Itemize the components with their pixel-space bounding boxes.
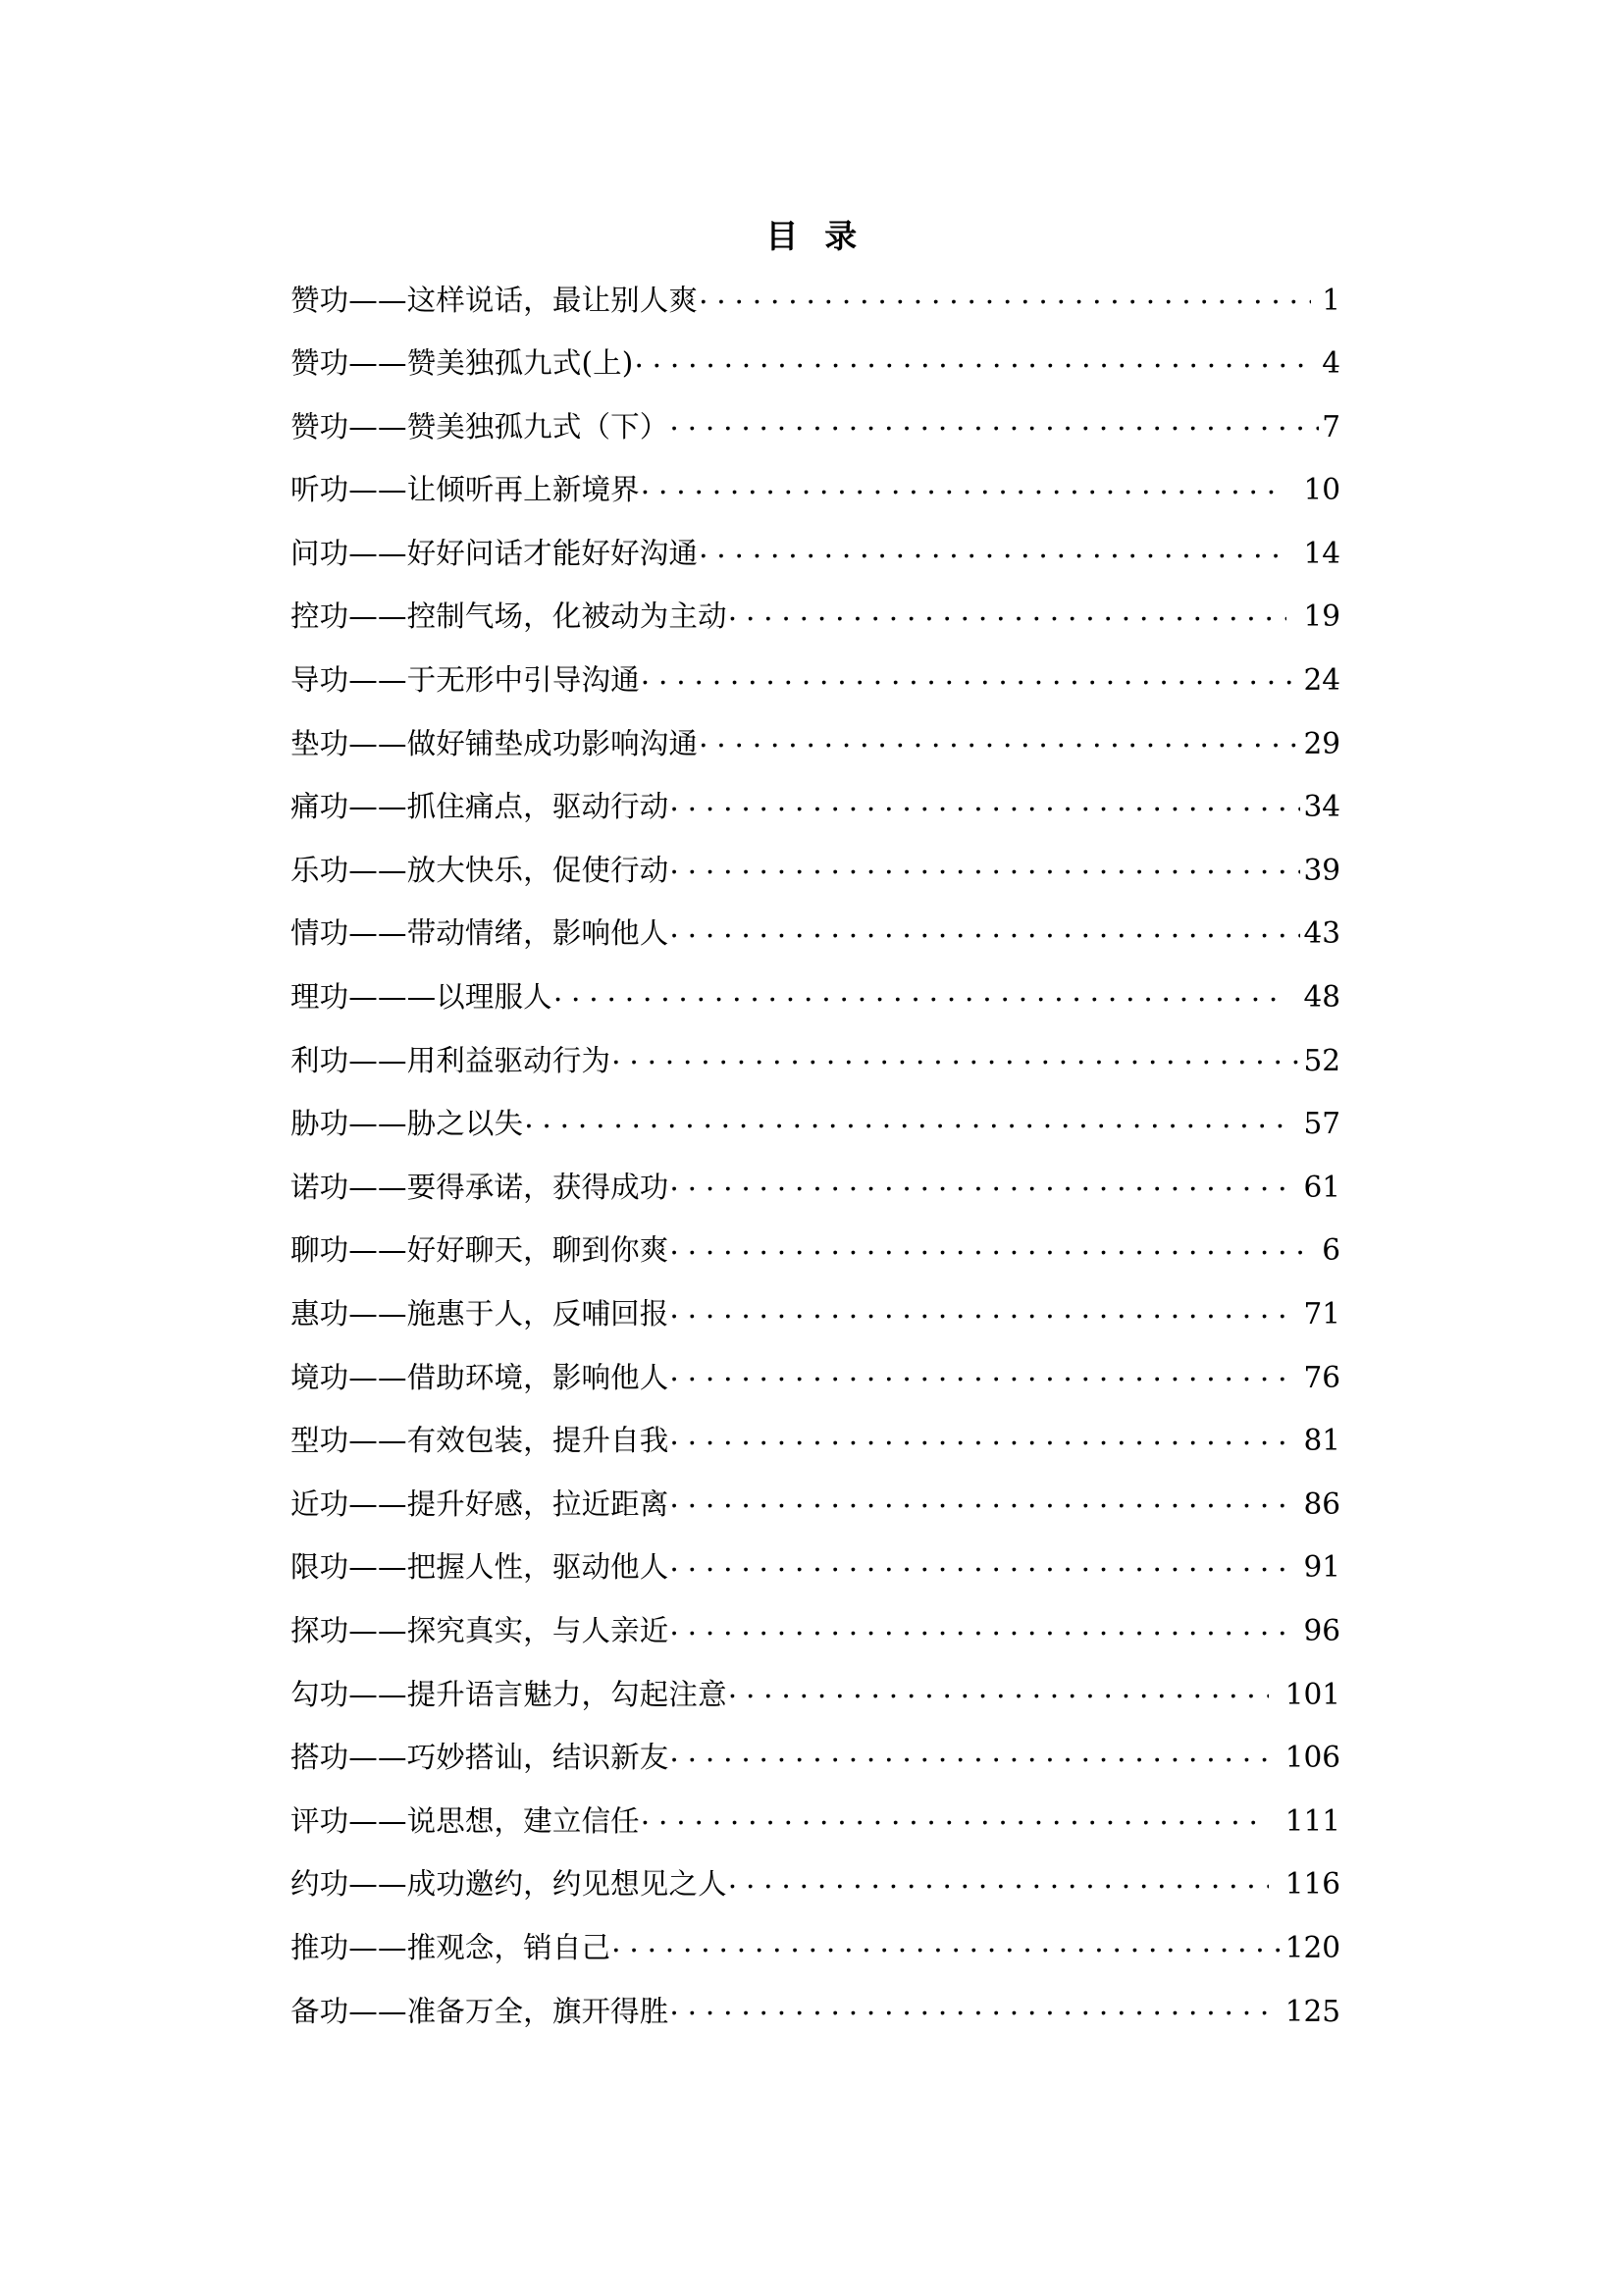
toc-entry[interactable] xyxy=(290,1992,1340,2056)
toc-entry-label: 赞功——赞美独孤九式（下） xyxy=(290,409,669,443)
toc-entry-label: 控功——控制气场，化被动为主动 xyxy=(290,600,727,634)
toc-entry-page-number: 91 xyxy=(1303,1550,1340,1585)
toc-dot-leader xyxy=(611,1041,1300,1070)
toc-dot-leader xyxy=(699,534,1286,563)
toc-dot-leader xyxy=(669,788,1300,817)
toc-entry-label: 探功——探究真实，与人亲近 xyxy=(290,1613,669,1647)
toc-entry-label: 搭功——巧妙搭讪，结识新友 xyxy=(290,1741,669,1775)
table-of-contents xyxy=(290,281,1340,2056)
toc-entry[interactable] xyxy=(290,534,1340,598)
toc-entry-label: 聊功——好好聊天，聊到你爽 xyxy=(290,1233,669,1268)
toc-dot-leader xyxy=(634,344,1305,374)
toc-entry-page-number: 125 xyxy=(1284,1994,1340,2028)
toc-entry-page-number: 6 xyxy=(1322,1233,1340,1268)
toc-entry-label: 境功——借助环境，影响他人 xyxy=(290,1360,669,1394)
toc-entry[interactable] xyxy=(290,598,1340,661)
toc-entry[interactable] xyxy=(290,1675,1340,1739)
toc-entry-label: 问功——好好问话才能好好沟通 xyxy=(290,536,699,570)
toc-entry[interactable] xyxy=(290,281,1340,344)
toc-dot-leader xyxy=(641,1801,1269,1831)
toc-dot-leader xyxy=(641,471,1287,500)
toc-dot-leader xyxy=(699,281,1311,310)
toc-dot-leader xyxy=(611,1928,1283,1957)
toc-entry[interactable] xyxy=(290,1801,1340,1865)
toc-entry-page-number: 10 xyxy=(1303,473,1340,507)
toc-entry-label: 赞功——赞美独孤九式(上) xyxy=(290,346,634,381)
toc-entry-page-number: 14 xyxy=(1303,536,1340,570)
toc-entry-page-number: 4 xyxy=(1322,346,1340,381)
toc-dot-leader xyxy=(669,1168,1286,1197)
toc-entry-label: 赞功——这样说话，最让别人爽 xyxy=(290,283,699,317)
toc-entry-page-number: 24 xyxy=(1303,663,1340,698)
toc-entry[interactable] xyxy=(290,1611,1340,1675)
toc-entry[interactable] xyxy=(290,1105,1340,1169)
toc-dot-leader xyxy=(728,598,1287,627)
toc-entry-label: 限功——把握人性，驱动他人 xyxy=(290,1550,669,1585)
toc-entry-label: 勾功——提升语言魅力，勾起注意 xyxy=(290,1677,727,1711)
toc-entry-page-number: 19 xyxy=(1303,600,1340,634)
toc-entry[interactable] xyxy=(290,1231,1340,1295)
toc-entry-page-number: 61 xyxy=(1303,1170,1340,1204)
toc-entry[interactable] xyxy=(290,1928,1340,1992)
toc-entry-label: 导功——于无形中引导沟通 xyxy=(290,663,640,698)
toc-entry-label: 备功——准备万全，旗开得胜 xyxy=(290,1994,669,2028)
toc-entry-label: 评功——说思想，建立信任 xyxy=(290,1803,640,1838)
toc-entry-label: 诺功——要得承诺，获得成功 xyxy=(290,1170,669,1204)
toc-dot-leader xyxy=(641,661,1301,691)
toc-entry-page-number: 86 xyxy=(1303,1487,1340,1521)
toc-entry-label: 痛功——抓住痛点，驱动行动 xyxy=(290,790,669,824)
toc-entry-page-number: 39 xyxy=(1303,853,1340,887)
toc-entry-page-number: 116 xyxy=(1284,1867,1340,1902)
toc-entry[interactable] xyxy=(290,1422,1340,1486)
toc-entry[interactable] xyxy=(290,344,1340,408)
toc-entry[interactable] xyxy=(290,788,1340,852)
toc-entry-label: 推功——推观念，销自己 xyxy=(290,1930,611,1964)
toc-entry[interactable] xyxy=(290,1548,1340,1612)
toc-dot-leader xyxy=(669,1422,1286,1451)
toc-entry-label: 近功——提升好感，拉近距离 xyxy=(290,1487,669,1521)
toc-dot-leader xyxy=(669,1739,1268,1768)
toc-dot-leader xyxy=(669,407,1319,437)
toc-entry-label: 约功——成功邀约，约见想见之人 xyxy=(290,1867,727,1902)
toc-entry-page-number: 71 xyxy=(1303,1297,1340,1330)
toc-entry-label: 乐功——放大快乐，促使行动 xyxy=(290,853,669,887)
toc-dot-leader xyxy=(669,1231,1305,1261)
toc-dot-leader xyxy=(728,1865,1269,1895)
toc-entry-label: 垫功——做好铺垫成功影响沟通 xyxy=(290,726,699,760)
toc-entry[interactable] xyxy=(290,724,1340,788)
toc-entry-page-number: 29 xyxy=(1303,726,1340,760)
toc-entry[interactable] xyxy=(290,471,1340,535)
toc-dot-leader xyxy=(669,851,1300,880)
toc-entry[interactable] xyxy=(290,914,1340,978)
toc-entry-page-number: 7 xyxy=(1322,409,1340,443)
toc-entry[interactable] xyxy=(290,1485,1340,1548)
toc-dot-leader xyxy=(699,724,1300,754)
toc-entry-label: 情功——带动情绪，影响他人 xyxy=(290,916,669,951)
toc-entry-page-number: 101 xyxy=(1284,1677,1340,1711)
page-title: 目 录 xyxy=(765,217,859,255)
toc-dot-leader xyxy=(669,1992,1268,2021)
toc-dot-leader xyxy=(669,914,1300,944)
toc-entry[interactable] xyxy=(290,1168,1340,1231)
toc-entry-page-number: 106 xyxy=(1284,1741,1340,1775)
toc-entry[interactable] xyxy=(290,1041,1340,1105)
toc-entry-label: 听功——让倾听再上新境界 xyxy=(290,473,640,507)
toc-dot-leader xyxy=(669,1295,1286,1325)
toc-dot-leader xyxy=(524,1105,1286,1134)
toc-entry-page-number: 57 xyxy=(1303,1107,1340,1141)
toc-entry[interactable] xyxy=(290,1739,1340,1802)
toc-entry-page-number: 96 xyxy=(1303,1613,1340,1647)
toc-dot-leader xyxy=(669,1611,1286,1641)
toc-entry[interactable] xyxy=(290,978,1340,1042)
toc-entry[interactable] xyxy=(290,1295,1340,1359)
toc-entry[interactable] xyxy=(290,1358,1340,1422)
toc-entry-label: 型功——有效包装，提升自我 xyxy=(290,1424,669,1458)
toc-entry[interactable] xyxy=(290,661,1340,725)
toc-dot-leader xyxy=(669,1548,1286,1578)
toc-entry[interactable] xyxy=(290,1865,1340,1929)
toc-entry-label: 惠功——施惠于人，反哺回报 xyxy=(290,1297,669,1330)
toc-entry-page-number: 52 xyxy=(1303,1043,1340,1077)
toc-dot-leader xyxy=(728,1675,1269,1704)
toc-entry-page-number: 111 xyxy=(1284,1803,1340,1838)
toc-entry[interactable] xyxy=(290,851,1340,914)
toc-entry[interactable] xyxy=(290,407,1340,471)
toc-entry-page-number: 43 xyxy=(1303,916,1340,951)
toc-entry-page-number: 1 xyxy=(1322,283,1340,317)
toc-entry-label: 胁功——胁之以失 xyxy=(290,1107,524,1141)
toc-entry-page-number: 34 xyxy=(1303,790,1340,824)
toc-dot-leader xyxy=(553,978,1287,1008)
toc-entry-page-number: 81 xyxy=(1303,1424,1340,1458)
toc-entry-label: 利功——用利益驱动行为 xyxy=(290,1043,611,1077)
toc-entry-page-number: 48 xyxy=(1303,980,1340,1015)
toc-entry-page-number: 120 xyxy=(1284,1930,1340,1964)
toc-dot-leader xyxy=(669,1485,1286,1514)
toc-dot-leader xyxy=(669,1358,1286,1387)
toc-entry-label: 理功———以理服人 xyxy=(290,980,552,1015)
toc-entry-page-number: 76 xyxy=(1303,1360,1340,1394)
